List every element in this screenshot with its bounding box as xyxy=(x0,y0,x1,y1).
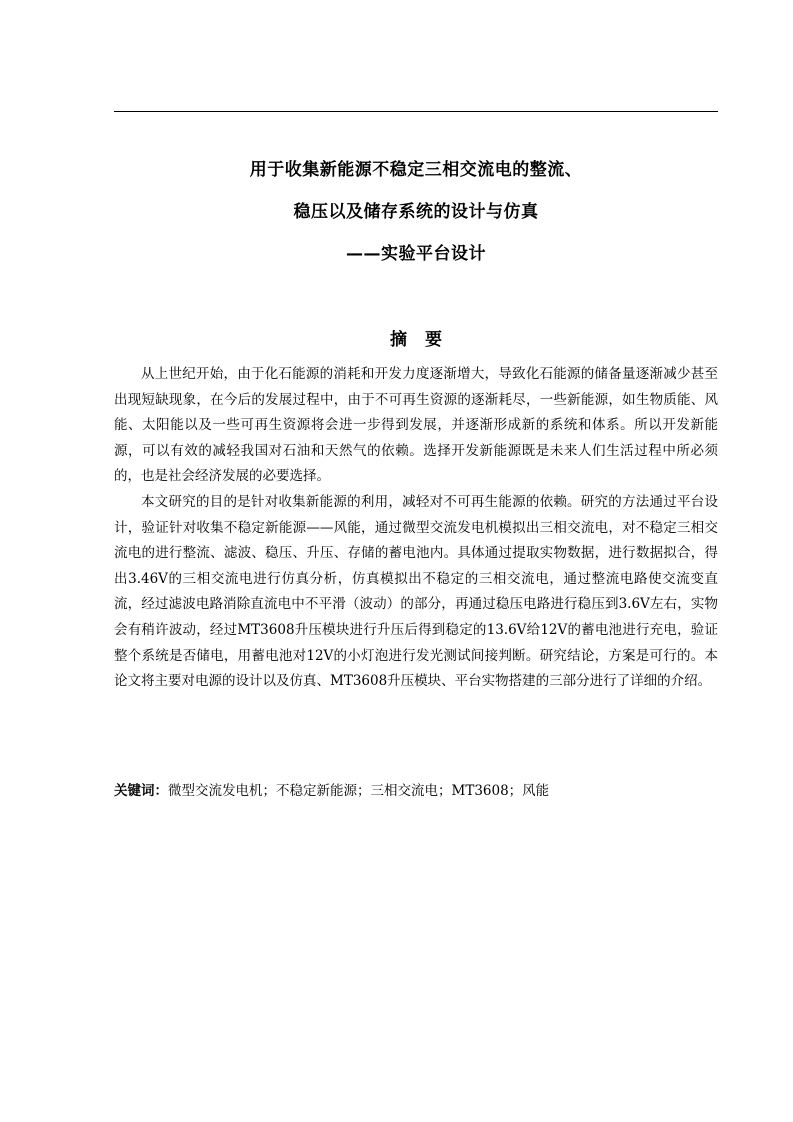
abstract-body xyxy=(114,362,718,695)
title-line-2: 稳压以及储存系统的设计与仿真 xyxy=(293,202,539,222)
keywords-text: 微型交流发电机；不稳定新能源；三相交流电；MT3608；风能 xyxy=(168,783,550,799)
title-line-1: 用于收集新能源不稳定三相交流电的整流、 xyxy=(249,160,583,180)
thesis-title xyxy=(114,160,718,264)
keywords-label: 关键词： xyxy=(114,783,168,799)
keywords-line xyxy=(114,780,718,802)
abstract-paragraph-2: 本文研究的目的是针对收集新能源的利用，减轻对不可再生能源的依赖。研究的方法通过平台设计，验证针对收集不稳定新能源——风能，通过微型交流发电机模拟出三相交流电，对不稳定三相交流电的进行整流、滤波、稳压、升压、存储的蓄电池内。具体通过提取实物数据，进行数据拟合，得出3.46V的三相交流电进行仿真分析，仿真模拟出不稳定的三相交流电，通过整流电路使交流变直流，经过滤波电路消除直流电中不平滑（波动）的部分，再通过稳压电路进行稳压到3.6V左右，实物会有稍许波动，经过MT3608升压模块进行升压后得到稳定的13.6V给12V的蓄电池进行充电，验证整个系统是否储电，用蓄电池对12V的小灯泡进行发光测试间接判断。研究结论，方案是可行的。本论文将主要对电源的设计以及仿真、MT3608升压模块、平台实物搭建的三部分进行了详细的介绍。 xyxy=(114,493,718,690)
abstract-heading: 摘要 xyxy=(390,330,460,350)
header-rule xyxy=(114,111,718,112)
abstract-paragraph-1: 从上世纪开始，由于化石能源的消耗和开发力度逐渐增大，导致化石能源的储备量逐渐减少甚至出现短缺现象，在今后的发展过程中，由于不可再生资源的逐渐耗尽，一些新能源，如生物质能、风能、太阳能以及一些可再生资源将会进一步得到发展，并逐渐形成新的系统和体系。所以开发新能源，可以有效的减轻我国对石油和天然气的依赖。选择开发新能源既是未来人们生活过程中所必须的，也是社会经济发展的必要选择。 xyxy=(114,366,718,485)
title-line-3: ——实验平台设计 xyxy=(346,244,486,264)
